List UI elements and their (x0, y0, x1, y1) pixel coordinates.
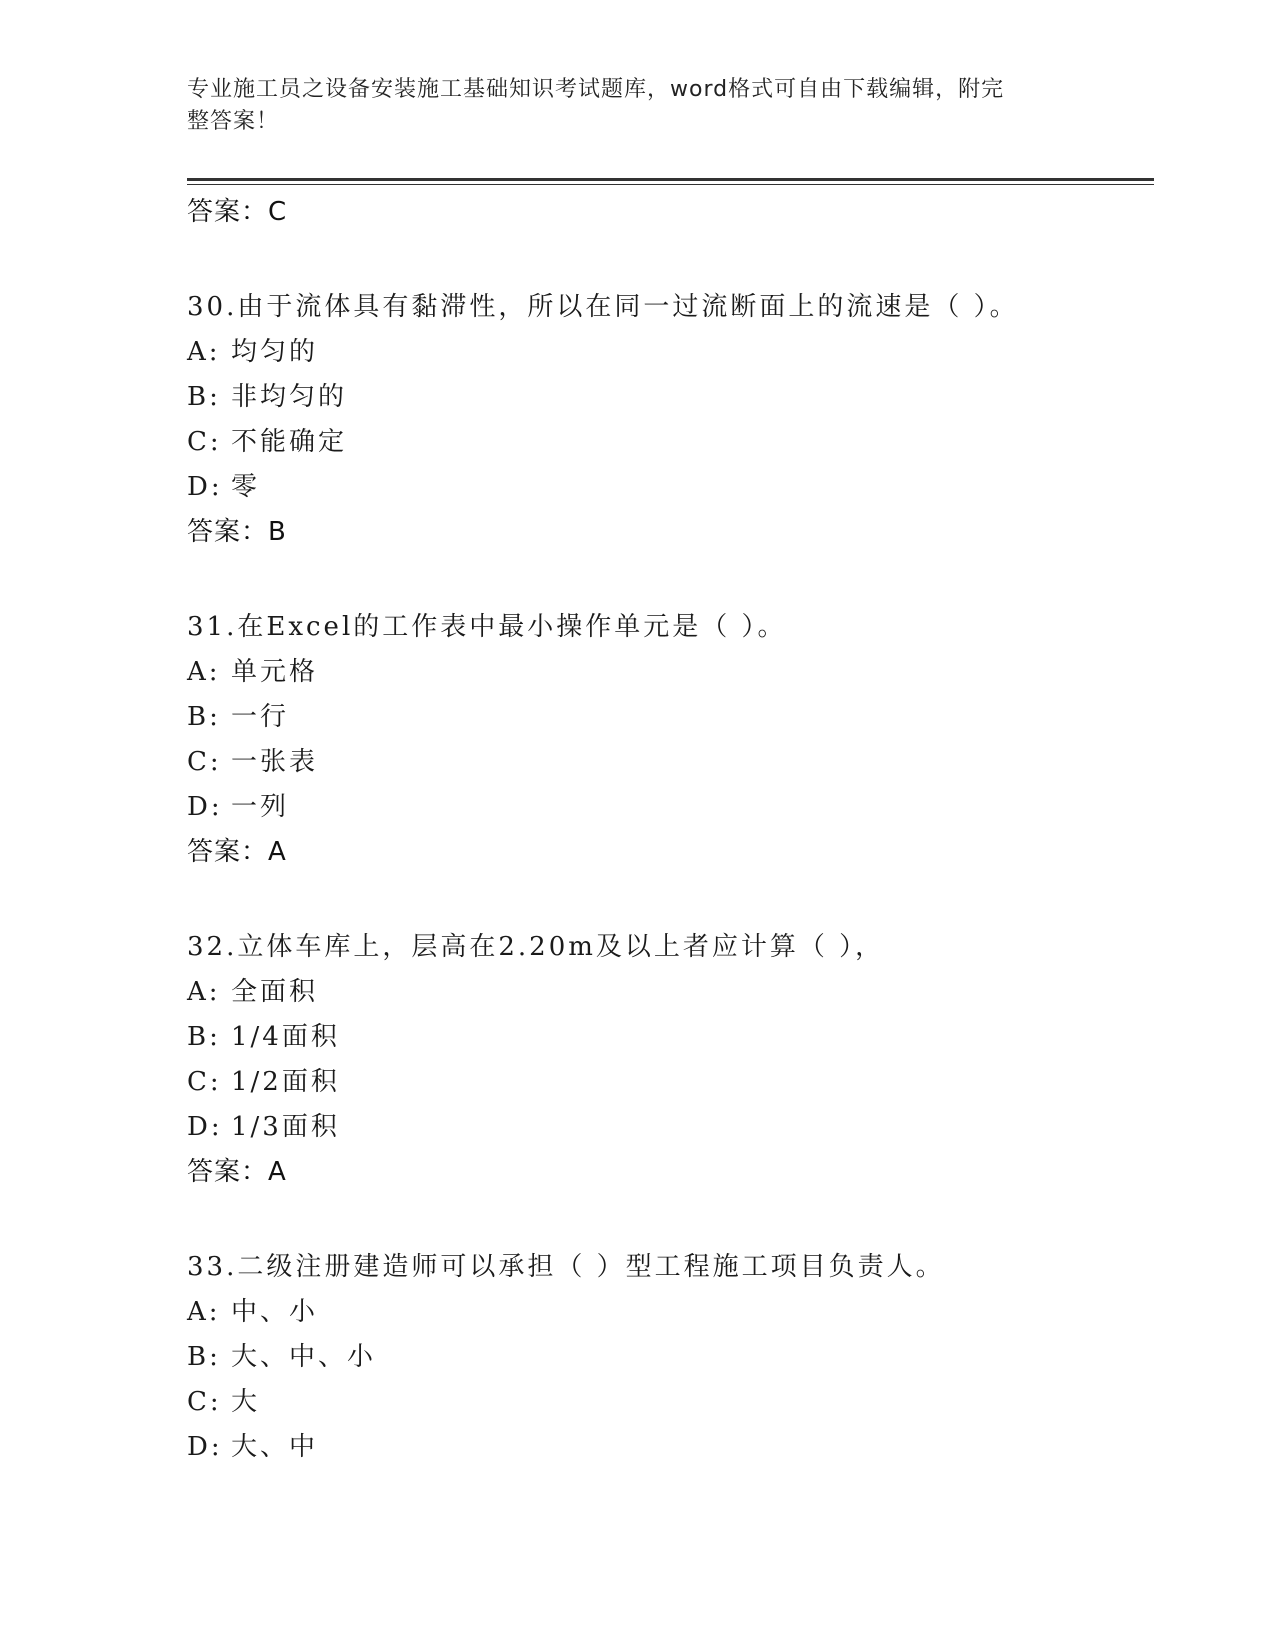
option-c (187, 1380, 1154, 1425)
option-text: 中、小 (231, 1297, 319, 1327)
option-b (187, 1015, 1154, 1060)
option-letter: D: (187, 472, 223, 502)
option-text: 零 (231, 472, 261, 502)
option-letter: A: (187, 657, 221, 687)
option-text: 1/2面积 (231, 1067, 340, 1097)
option-letter: B: (187, 1342, 221, 1372)
option-letter: B: (187, 702, 221, 732)
option-a (187, 650, 1154, 695)
option-text: 大、中 (231, 1432, 319, 1462)
option-letter: C: (187, 1387, 222, 1417)
question-list (187, 190, 1154, 1520)
question-text: 31.在Excel的工作表中最小操作单元是（ ）。 (187, 612, 787, 642)
question-block (187, 1245, 1154, 1470)
option-letter: A: (187, 977, 221, 1007)
option-text: 一张表 (231, 747, 319, 777)
option-a (187, 970, 1154, 1015)
option-d (187, 1425, 1154, 1470)
option-d (187, 465, 1154, 510)
question-text: 32.立体车库上，层高在2.20m及以上者应计算（ ）， (187, 932, 885, 962)
answer-line: 答案：A (187, 1157, 287, 1187)
question-block (187, 925, 1154, 1195)
option-letter: A: (187, 337, 221, 367)
option-d (187, 785, 1154, 830)
answer-line: 答案：B (187, 517, 287, 547)
question-text: 30.由于流体具有黏滞性，所以在同一过流断面上的流速是（ ）。 (187, 292, 1019, 322)
option-letter: B: (187, 382, 221, 412)
option-text: 非均匀的 (231, 382, 348, 412)
option-text: 不能确定 (231, 427, 348, 457)
option-c (187, 1060, 1154, 1105)
header-divider-thick (187, 178, 1154, 181)
document-header-note (187, 74, 1077, 138)
answer-line: 答案：A (187, 837, 287, 867)
option-text: 1/4面积 (231, 1022, 340, 1052)
option-text: 全面积 (231, 977, 319, 1007)
option-c (187, 740, 1154, 785)
option-text: 一行 (231, 702, 290, 732)
option-letter: A: (187, 1297, 221, 1327)
option-text: 一列 (231, 792, 290, 822)
option-text: 单元格 (231, 657, 319, 687)
option-letter: B: (187, 1022, 221, 1052)
header-line-1: 专业施工员之设备安装施工基础知识考试题库，word格式可自由下载编辑，附完 (187, 77, 1005, 102)
option-letter: D: (187, 792, 223, 822)
question-block (187, 285, 1154, 555)
option-a (187, 1290, 1154, 1335)
option-letter: C: (187, 747, 222, 777)
option-letter: D: (187, 1112, 223, 1142)
option-text: 大、中、小 (231, 1342, 377, 1372)
option-a (187, 330, 1154, 375)
answer-line: 答案：C (187, 197, 288, 227)
option-d (187, 1105, 1154, 1150)
option-b (187, 695, 1154, 740)
option-letter: D: (187, 1432, 223, 1462)
header-line-2: 整答案！ (187, 109, 280, 134)
option-letter: C: (187, 427, 222, 457)
option-text: 1/3面积 (231, 1112, 340, 1142)
question-block (187, 605, 1154, 875)
option-text: 均匀的 (231, 337, 319, 367)
header-divider-thin (187, 184, 1154, 185)
option-letter: C: (187, 1067, 222, 1097)
option-text: 大 (231, 1387, 261, 1417)
question-text: 33.二级注册建造师可以承担（ ）型工程施工项目负责人。 (187, 1252, 945, 1282)
option-b (187, 1335, 1154, 1380)
option-b (187, 375, 1154, 420)
option-c (187, 420, 1154, 465)
